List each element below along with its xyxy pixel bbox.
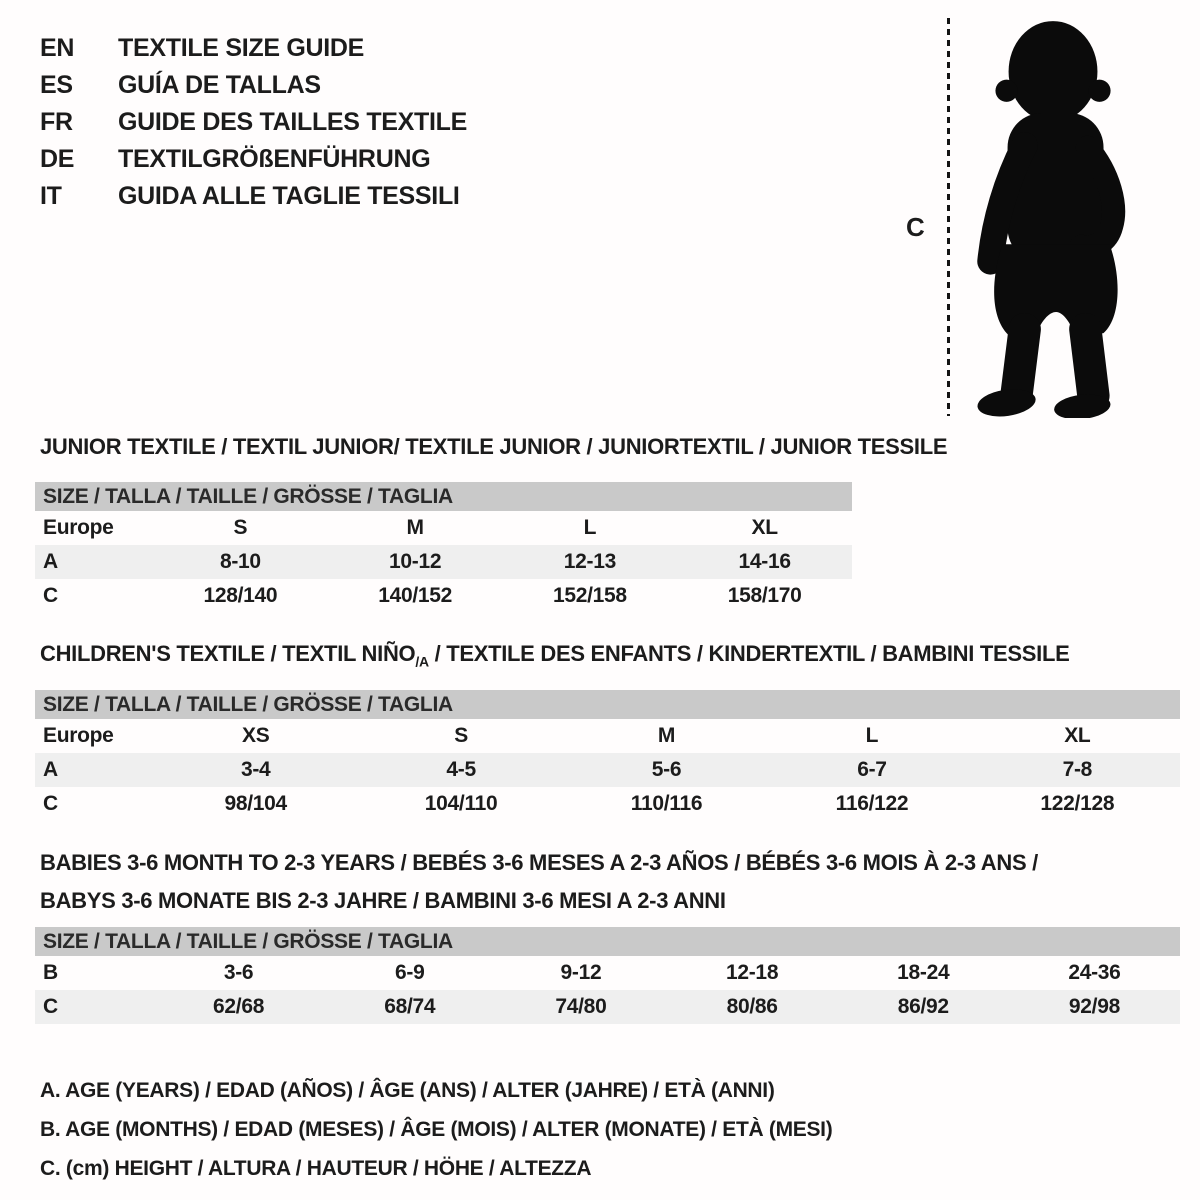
language-title: GUIDA ALLE TAGLIE TESSILI — [118, 182, 460, 210]
height-measure-dashed-line — [947, 18, 950, 416]
children-size-table — [35, 690, 1180, 821]
height-cell: 92/98 — [1068, 995, 1120, 1018]
height-cell: 122/128 — [1040, 792, 1115, 815]
age-cell: 4-5 — [446, 758, 476, 781]
junior-size-table — [35, 482, 852, 613]
size-cell: S — [233, 516, 248, 539]
age-cell: 24-36 — [1068, 961, 1121, 984]
row-label: B — [43, 961, 58, 984]
age-cell: 7-8 — [1062, 758, 1093, 781]
height-cell: 68/74 — [384, 995, 436, 1018]
age-cell: 18-24 — [897, 961, 950, 984]
row-label: C — [43, 792, 58, 815]
table-row-europe — [35, 511, 852, 545]
height-cell: 140/152 — [378, 584, 453, 607]
row-label: A — [43, 758, 58, 781]
table-row-height — [35, 787, 1180, 821]
height-cell: 98/104 — [224, 792, 287, 815]
height-cell: 110/116 — [630, 792, 703, 815]
height-cell: 74/80 — [555, 995, 607, 1018]
language-code: EN — [40, 34, 75, 62]
size-cell: XS — [241, 724, 270, 747]
size-cell: S — [454, 724, 468, 747]
height-cell: 86/92 — [897, 995, 949, 1018]
language-code: DE — [40, 145, 75, 173]
age-cell: 10-12 — [389, 550, 442, 573]
table-row-height — [35, 990, 1180, 1024]
language-code: IT — [40, 182, 62, 210]
height-cell: 152/158 — [552, 584, 627, 607]
height-cell: 80/86 — [726, 995, 778, 1018]
language-row-de — [40, 141, 467, 178]
babies-title-line1: BABIES 3-6 MONTH TO 2-3 YEARS / BEBÉS 3-6 MESES A 2-3 AÑOS / BÉBÉS 3-6 MOIS À 2-3 ANS / — [40, 850, 1038, 875]
language-title: GUIDE DES TAILLES TEXTILE — [118, 108, 468, 136]
size-header-band: SIZE / TALLA / TAILLE / GRÖSSE / TAGLIA — [35, 482, 852, 511]
height-cell: 116/122 — [835, 792, 909, 815]
row-label: A — [43, 550, 58, 573]
legend-line-a: A. AGE (YEARS) / EDAD (AÑOS) / ÂGE (ANS) / ALTER (JAHRE) / ETÀ (ANNI) — [40, 1079, 775, 1102]
age-cell: 14-16 — [738, 550, 791, 573]
age-cell: 12-13 — [563, 550, 616, 573]
size-cell: L — [583, 516, 597, 539]
language-title: TEXTILGRÖßENFÜHRUNG — [118, 145, 431, 173]
row-label: C — [43, 584, 58, 607]
age-cell: 9-12 — [560, 961, 602, 984]
size-header-band: SIZE / TALLA / TAILLE / GRÖSSE / TAGLIA — [35, 690, 1180, 719]
age-cell: 3-4 — [240, 758, 271, 781]
size-header-band: SIZE / TALLA / TAILLE / GRÖSSE / TAGLIA — [35, 927, 1180, 956]
table-row-europe — [35, 719, 1180, 753]
language-row-en — [40, 30, 467, 67]
language-title: GUÍA DE TALLAS — [118, 71, 321, 99]
legend-line-c: C. (cm) HEIGHT / ALTURA / HAUTEUR / HÖHE / ALTEZZA — [40, 1157, 592, 1180]
language-row-it — [40, 178, 467, 215]
age-cell: 8-10 — [219, 550, 261, 573]
height-measure-label: C — [906, 212, 925, 242]
height-cell: 128/140 — [203, 584, 278, 607]
babies-size-table — [35, 927, 1180, 1024]
size-cell: L — [865, 724, 879, 747]
row-label: C — [43, 995, 58, 1018]
size-cell: XL — [1064, 724, 1091, 747]
table-row-height — [35, 579, 852, 613]
table-row-age — [35, 753, 1180, 787]
size-cell: XL — [751, 516, 778, 539]
language-list — [40, 30, 467, 215]
table-row-age-months — [35, 956, 1180, 990]
age-cell: 5-6 — [651, 758, 682, 781]
age-cell: 6-9 — [395, 961, 425, 984]
language-title: TEXTILE SIZE GUIDE — [118, 34, 365, 62]
size-cell: M — [406, 516, 424, 539]
height-cell: 104/110 — [424, 792, 498, 815]
age-cell: 3-6 — [223, 961, 254, 984]
children-title-prefix: CHILDREN'S TEXTILE / TEXTIL NIÑO — [40, 641, 416, 666]
language-code: FR — [40, 108, 73, 136]
row-label: Europe — [43, 516, 114, 539]
legend-line-b: B. AGE (MONTHS) / EDAD (MESES) / ÂGE (MOIS) / ALTER (MONATE) / ETÀ (MESI) — [40, 1118, 833, 1141]
size-cell: M — [657, 724, 676, 747]
age-cell: 12-18 — [725, 961, 779, 984]
language-row-es — [40, 67, 467, 104]
table-row-age — [35, 545, 852, 579]
language-row-fr — [40, 104, 467, 141]
junior-section-title: JUNIOR TEXTILE / TEXTIL JUNIOR/ TEXTILE JUNIOR / JUNIORTEXTIL / JUNIOR TESSILE — [40, 434, 948, 459]
age-cell: 6-7 — [857, 758, 887, 781]
language-code: ES — [40, 71, 73, 99]
height-cell: 62/68 — [213, 995, 265, 1018]
children-title-subscript: /A — [415, 653, 429, 670]
legend — [40, 1071, 832, 1188]
height-cell: 158/170 — [727, 584, 802, 607]
row-label: Europe — [43, 724, 114, 747]
babies-title-line2: BABYS 3-6 MONATE BIS 2-3 JAHRE / BAMBINI 3-6 MESI A 2-3 ANNI — [40, 888, 726, 913]
toddler-silhouette-icon — [960, 14, 1142, 418]
babies-section-title — [40, 844, 1038, 920]
children-section-title — [40, 641, 1069, 669]
children-title-suffix: / TEXTILE DES ENFANTS / KINDERTEXTIL / BAMBINI TESSILE — [428, 641, 1070, 666]
